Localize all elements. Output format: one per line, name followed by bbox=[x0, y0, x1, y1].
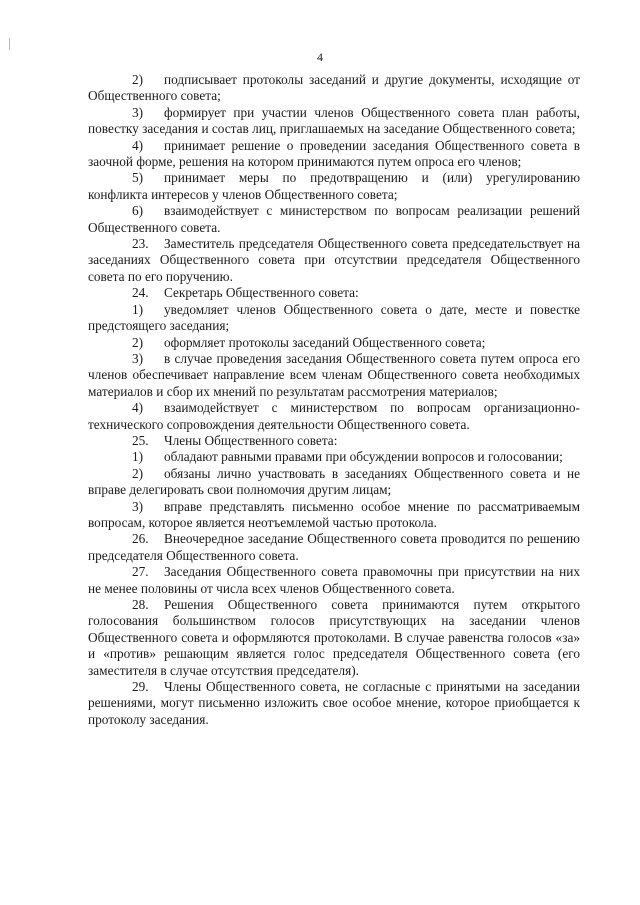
paragraph bbox=[88, 203, 580, 236]
paragraph-text: взаимодействует с министерством по вопросам реализации решений Общественного совета. bbox=[88, 203, 580, 235]
paragraph bbox=[88, 335, 580, 351]
item-number: 1) bbox=[132, 301, 144, 317]
scan-margin-mark bbox=[9, 38, 10, 50]
paragraph-text: Заместитель председателя Общественного совета председательствует на заседаниях Общественного совета при отсутствии председателя Общественного совета по его поручению. bbox=[88, 236, 580, 284]
item-number: 5) bbox=[132, 170, 144, 186]
item-number: 29. bbox=[132, 679, 149, 695]
item-number: 27. bbox=[132, 564, 149, 580]
paragraph bbox=[88, 449, 580, 465]
item-number: 4) bbox=[132, 137, 144, 153]
paragraph-text: уведомляет членов Общественного совета о дате, месте и повестке предстоящего заседания; bbox=[88, 301, 580, 334]
item-number: 3) bbox=[132, 350, 144, 366]
paragraph bbox=[88, 302, 580, 335]
item-number: 1) bbox=[132, 449, 144, 465]
item-number: 24. bbox=[132, 285, 149, 301]
paragraph bbox=[88, 531, 580, 564]
paragraph bbox=[88, 400, 580, 433]
paragraph-text: Решения Общественного совета принимаются путем открытого голосования большинством голосов присутствующих на заседании членов Общественного совета и оформляются протоколами. В случае равенства голосов «за» и «против» решающим является голос председателя Общественного совета (его заместителя в случае отсутствия председателя). bbox=[88, 597, 580, 678]
item-number: 26. bbox=[132, 531, 149, 547]
paragraph-text: принимает решение о проведении заседания Общественного совета в заочной форме, решения на котором принимаются путем опроса его членов; bbox=[88, 137, 580, 170]
page-number: 4 bbox=[317, 50, 323, 64]
paragraph-text: обязаны лично участвовать в заседаниях Общественного совета и не вправе делегировать свои полномочия другим лицам; bbox=[88, 465, 580, 498]
paragraph-text: Секретарь Общественного совета: bbox=[164, 285, 359, 301]
paragraph bbox=[88, 138, 580, 171]
paragraph bbox=[88, 433, 580, 449]
paragraph bbox=[88, 72, 580, 105]
paragraph bbox=[88, 105, 580, 138]
paragraph bbox=[88, 564, 580, 597]
paragraph-text: формирует при участии членов Общественного совета план работы, повестку заседания и состав лиц, приглашаемых на заседание Общественного совета; bbox=[88, 104, 580, 137]
item-number: 2) bbox=[132, 334, 144, 350]
item-number: 3) bbox=[132, 104, 144, 120]
paragraph-text: обладают равными правами при обсуждении вопросов и голосовании; bbox=[164, 449, 563, 465]
paragraph bbox=[88, 499, 580, 532]
paragraph bbox=[88, 236, 580, 285]
item-number: 6) bbox=[132, 203, 144, 219]
paragraph bbox=[88, 285, 580, 301]
item-number: 28. bbox=[132, 597, 149, 612]
item-number: 2) bbox=[132, 72, 144, 87]
document-body bbox=[88, 72, 580, 728]
paragraph-text: вправе представлять письменно особое мнение по рассматриваемым вопросам, которое является неотъемлемой частью протокола. bbox=[88, 498, 580, 530]
paragraph-text: взаимодействует с министерством по вопросам организационно-технического сопровождения деятельности Общественного совета. bbox=[88, 400, 580, 432]
item-number: 23. bbox=[132, 236, 149, 252]
item-number: 2) bbox=[132, 465, 144, 481]
paragraph bbox=[88, 597, 580, 679]
paragraph-text: Заседания Общественного совета правомочны при присутствии на них не менее половины от числа всех членов Общественного совета. bbox=[88, 564, 580, 596]
paragraph-text: оформляет протоколы заседаний Общественного совета; bbox=[164, 334, 486, 350]
paragraph-text: Внеочередное заседание Общественного совета проводится по решению председателя Общественного совета. bbox=[88, 531, 580, 563]
paragraph-text: Члены Общественного совета: bbox=[164, 432, 338, 448]
paragraph-text: Члены Общественного совета, не согласные с принятыми на заседании решениями, могут письменно изложить свое особое мнение, которое приобщается к протоколу заседания. bbox=[88, 679, 580, 727]
paragraph-text: принимает меры по предотвращению и (или) урегулированию конфликта интересов у членов Общественного совета; bbox=[88, 170, 580, 202]
paragraph bbox=[88, 170, 580, 203]
paragraph-text: подписывает протоколы заседаний и другие документы, исходящие от Общественного совета; bbox=[88, 72, 580, 104]
paragraph-text: в случае проведения заседания Общественного совета путем опроса его членов обеспечивает направление всем членам Общественного совета необходимых материалов и сбор их мнений по результатам рассмотрения материалов; bbox=[88, 350, 580, 399]
item-number: 3) bbox=[132, 498, 144, 514]
item-number: 25. bbox=[132, 432, 149, 448]
paragraph bbox=[88, 351, 580, 400]
paragraph bbox=[88, 466, 580, 499]
item-number: 4) bbox=[132, 400, 144, 416]
paragraph bbox=[88, 679, 580, 728]
